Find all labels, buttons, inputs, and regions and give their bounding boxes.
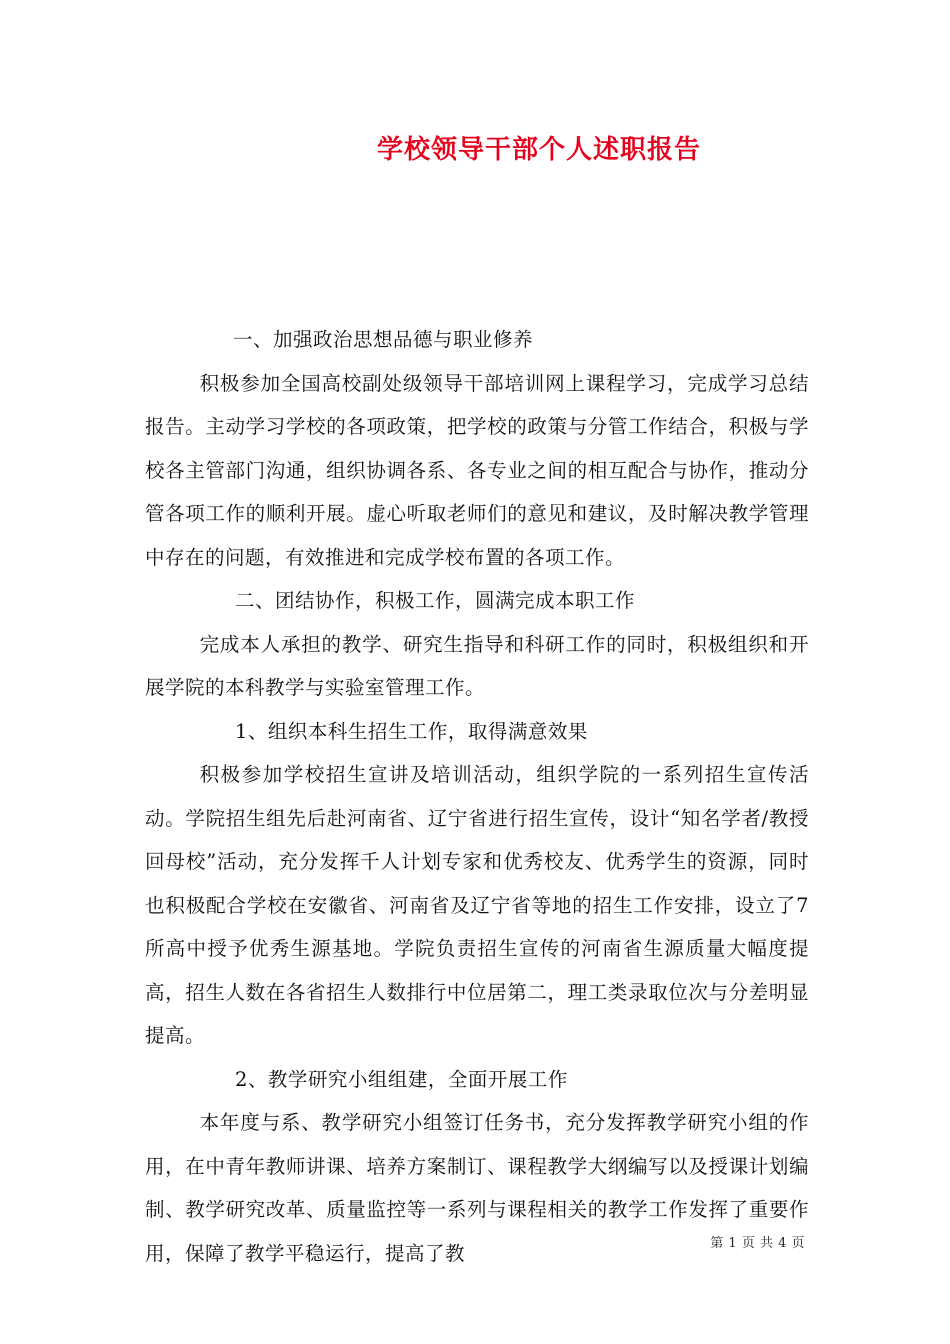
body-paragraph: 积极参加全国高校副处级领导干部培训网上课程学习，完成学习总结报告。主动学习学校的各项政策，把学校的政策与分管工作结合，积极与学校各主管部门沟通，组织协调各系、各专业之间的相互配合与协作，推动分管各项工作的顺利开展。虚心听取老师们的意见和建议，及时解决教学管理中存在的问题，有效推进和完成学校布置的各项工作。 [145, 371, 809, 569]
body-paragraph: 完成本人承担的教学、研究生指导和科研工作的同时，积极组织和开展学院的本科教学与实验室管理工作。 [145, 632, 809, 699]
body-paragraph: 本年度与系、教学研究小组签订任务书，充分发挥教学研究小组的作用，在中青年教师讲课、培养方案制订、课程教学大纲编写以及授课计划编制、教学研究改革、质量监控等一系列与课程相关的教学工作发挥了重要作用，保障了教学平稳运行，提高了教 [145, 1111, 809, 1265]
document-title: 学校领导干部个人述职报告 [376, 135, 701, 165]
section-heading: 一、加强政治思想品德与职业修养 [233, 328, 534, 351]
subsection-heading: 2、教学研究小组组建，全面开展工作 [235, 1067, 568, 1091]
subsection-heading: 1、组织本科生招生工作，取得满意效果 [235, 719, 588, 743]
document-body [145, 318, 809, 1275]
body-paragraph: 积极参加学校招生宣讲及培训活动，组织学院的一系列招生宣传活动。学院招生组先后赴河南省、辽宁省进行招生宣传，设计“知名学者/教授回母校”活动，充分发挥千人计划专家和优秀校友、优秀学生的资源，同时也积极配合学校在安徽省、河南省及辽宁省等地的招生工作安排，设立了7所高中授予优秀生源基地。学院负责招生宣传的河南省生源质量大幅度提高，招生人数在各省招生人数排行中位居第二，理工类录取位次与分差明显提高。 [145, 763, 809, 1047]
page-footer: 第 1 页 共 4 页 [710, 1236, 805, 1251]
section-heading: 二、团结协作，积极工作，圆满完成本职工作 [235, 589, 636, 612]
